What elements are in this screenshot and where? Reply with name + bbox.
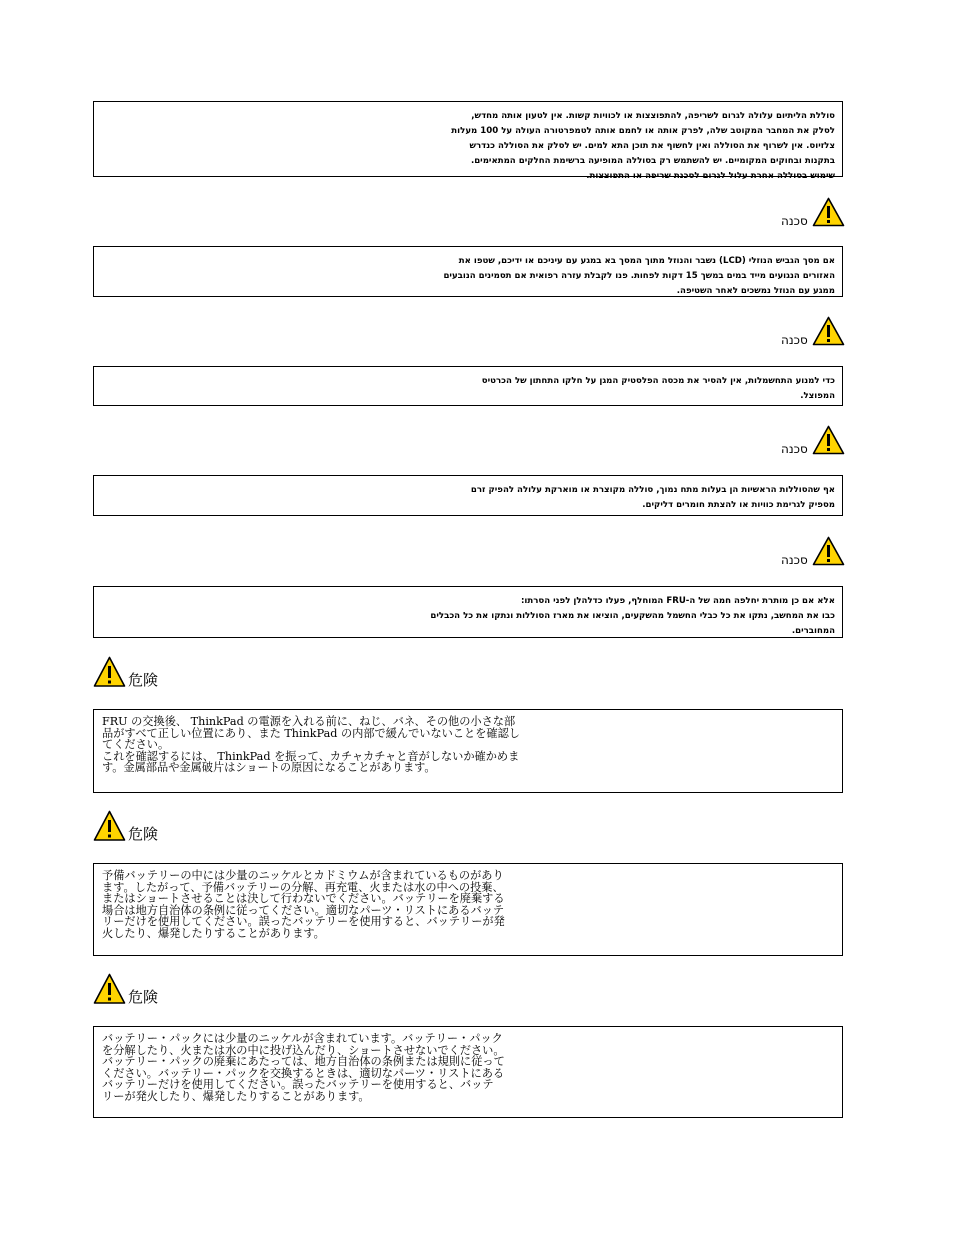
warning-triangle-icon [812, 316, 845, 346]
warning-line: 火したり、爆発したりすることがあります。 [102, 926, 325, 940]
warning-line: צלזיוס. אין לשרוף את הסוללה ואין לחשוף את תוכן התא למים. יש לסלק את הסוללה כנדרש [469, 141, 835, 151]
warning-line: ます。したがって、予備バッテリーの分解、再充電、火または水の中への投棄、 [102, 880, 504, 894]
danger-heading-7 [93, 810, 158, 842]
warning-line: המחוברים. [791, 626, 835, 636]
danger-heading-4 [781, 425, 845, 455]
danger-heading-6 [93, 656, 158, 688]
warning-triangle-icon [812, 197, 845, 227]
danger-heading-5 [781, 536, 845, 566]
danger-heading-3 [781, 316, 845, 346]
warning-box-4 [93, 475, 843, 516]
warning-box-7 [93, 863, 843, 956]
warning-line: כדי למנוע התחשמלות, אין להסיר את מכסה הפלסטיק המגן על חלקו התחתון של הכרטיס [481, 376, 835, 386]
warning-line: てください。 [102, 738, 170, 751]
warning-line: מספיק לגרימת כוויות או להצתת חומרים דליקים. [642, 500, 835, 510]
warning-line: バッテリーだけを使用してください。誤ったバッテリーを使用すると、バッテ [102, 1078, 494, 1091]
warning-triangle-icon [93, 810, 126, 842]
warning-line: バッテリー・パックには少量のニッケルが含まれています。バッテリー・パック [102, 1032, 503, 1045]
warning-line: を分解したり、火または水の中に投げ込んだり、ショートさせないでください。 [102, 1043, 505, 1057]
warning-line: אם מסך הגביש הנוזלי (LCD) נשבר והנוזל מתוך המסך בא במגע עם עיניכם או ידיכם, שטפו את [458, 256, 835, 266]
danger-label: 危険 [128, 671, 159, 689]
warning-line: בתקנות ובחוקים המקומיים. יש להשתמש רק בסוללה המופיעה ברשימת החלקים המתאימים. [470, 156, 835, 166]
warning-line: 品がすべて正しい位置にあり、また ThinkPad の内部で緩んでいないことを確認し [102, 726, 520, 740]
warning-line: リーが発火したり、爆発したりすることがあります。 [102, 1089, 370, 1103]
warning-line: סוללת הליתיום עלולה לגרום לשריפה, להתפוצצות או לכוויות קשות. אין לטעון אותה מחדש, [471, 111, 835, 121]
warning-line: כבו את המחשב, נתקו את כל כבלי החשמל מהשקעים, הוציאו את מארז הסוללות ונתקו את כל הכבלים [430, 611, 835, 621]
warning-line: שימוש בסוללה אחרת עלול לגרום לסכנת שריפה או התפוצצות. [586, 171, 835, 181]
warning-line: リーだけを使用してください。誤ったバッテリーを使用すると、バッテリーが発 [102, 915, 505, 928]
danger-label: 危険 [128, 825, 159, 843]
warning-line: לסלק את המחבר המקוטב שלה, לפרק אותה או לחמם אותה לטמפרטורה העולה על 100 מעלות [451, 126, 835, 136]
warning-line: אף שהסוללות הראשיות הן בעלות מתח נמוך, סוללה מקוצרת או מוארקת עלולה להפיק זרם [470, 485, 835, 495]
warning-line: ממגע עם הנוזל נמשכים לאחר השטיפה. [676, 286, 835, 296]
warning-line: す。金属部品や金属破片はショートの原因になることがあります。 [102, 761, 436, 774]
warning-line: אלא אם כן מותרת יחלפה חמה של ה-FRU המוחלף, פעלו כדלהלן לפני הסרתו: [520, 596, 835, 606]
danger-label: סכנה [781, 442, 808, 456]
warning-triangle-icon [93, 656, 126, 688]
danger-label: סכנה [781, 333, 808, 347]
danger-heading-2 [781, 197, 845, 227]
danger-label: סכנה [781, 214, 808, 228]
warning-line: バッテリー・パックの廃棄にあたっては、地方自治体の条例または規則に従って [102, 1055, 505, 1068]
warning-box-6 [93, 709, 843, 793]
warning-box-2 [93, 246, 843, 297]
warning-line: これを確認するには、 ThinkPad を振って、カチャカチャと音がしないか確かめま [102, 749, 520, 763]
warning-triangle-icon [812, 425, 845, 455]
warning-line: FRU の交換後、 ThinkPad の電源を入れる前に、ねじ、バネ、その他の小さな部 [102, 715, 516, 728]
warning-line: 場合は地方自治体の条例に従ってください。適切なパーツ・リストにあるバッテ [102, 903, 505, 917]
danger-heading-8 [93, 973, 158, 1005]
warning-line: המפוצל. [800, 391, 835, 401]
danger-label: סכנה [781, 553, 808, 567]
warning-line: ください。バッテリー・パックを交換するときは、適切なパーツ・リストにある [102, 1066, 505, 1080]
warning-box-5 [93, 586, 843, 638]
danger-label: 危険 [128, 988, 159, 1006]
warning-box-1 [93, 101, 843, 181]
warning-line: האזורים הנגועים מייד במים במשך 15 דקות לפחות. פנו לקבלת עזרה רפואית אם תסמינים הנובעים [443, 271, 835, 281]
warning-line: またはショートさせることは決して行わないでください。バッテリーを廃棄する [102, 892, 505, 905]
warning-box-8 [93, 1026, 843, 1118]
warning-line: 予備バッテリーの中には少量のニッケルとカドミウムが含まれているものがあり [102, 869, 504, 882]
warning-triangle-icon [93, 973, 126, 1005]
warning-triangle-icon [812, 536, 845, 566]
warning-box-3 [93, 366, 843, 406]
